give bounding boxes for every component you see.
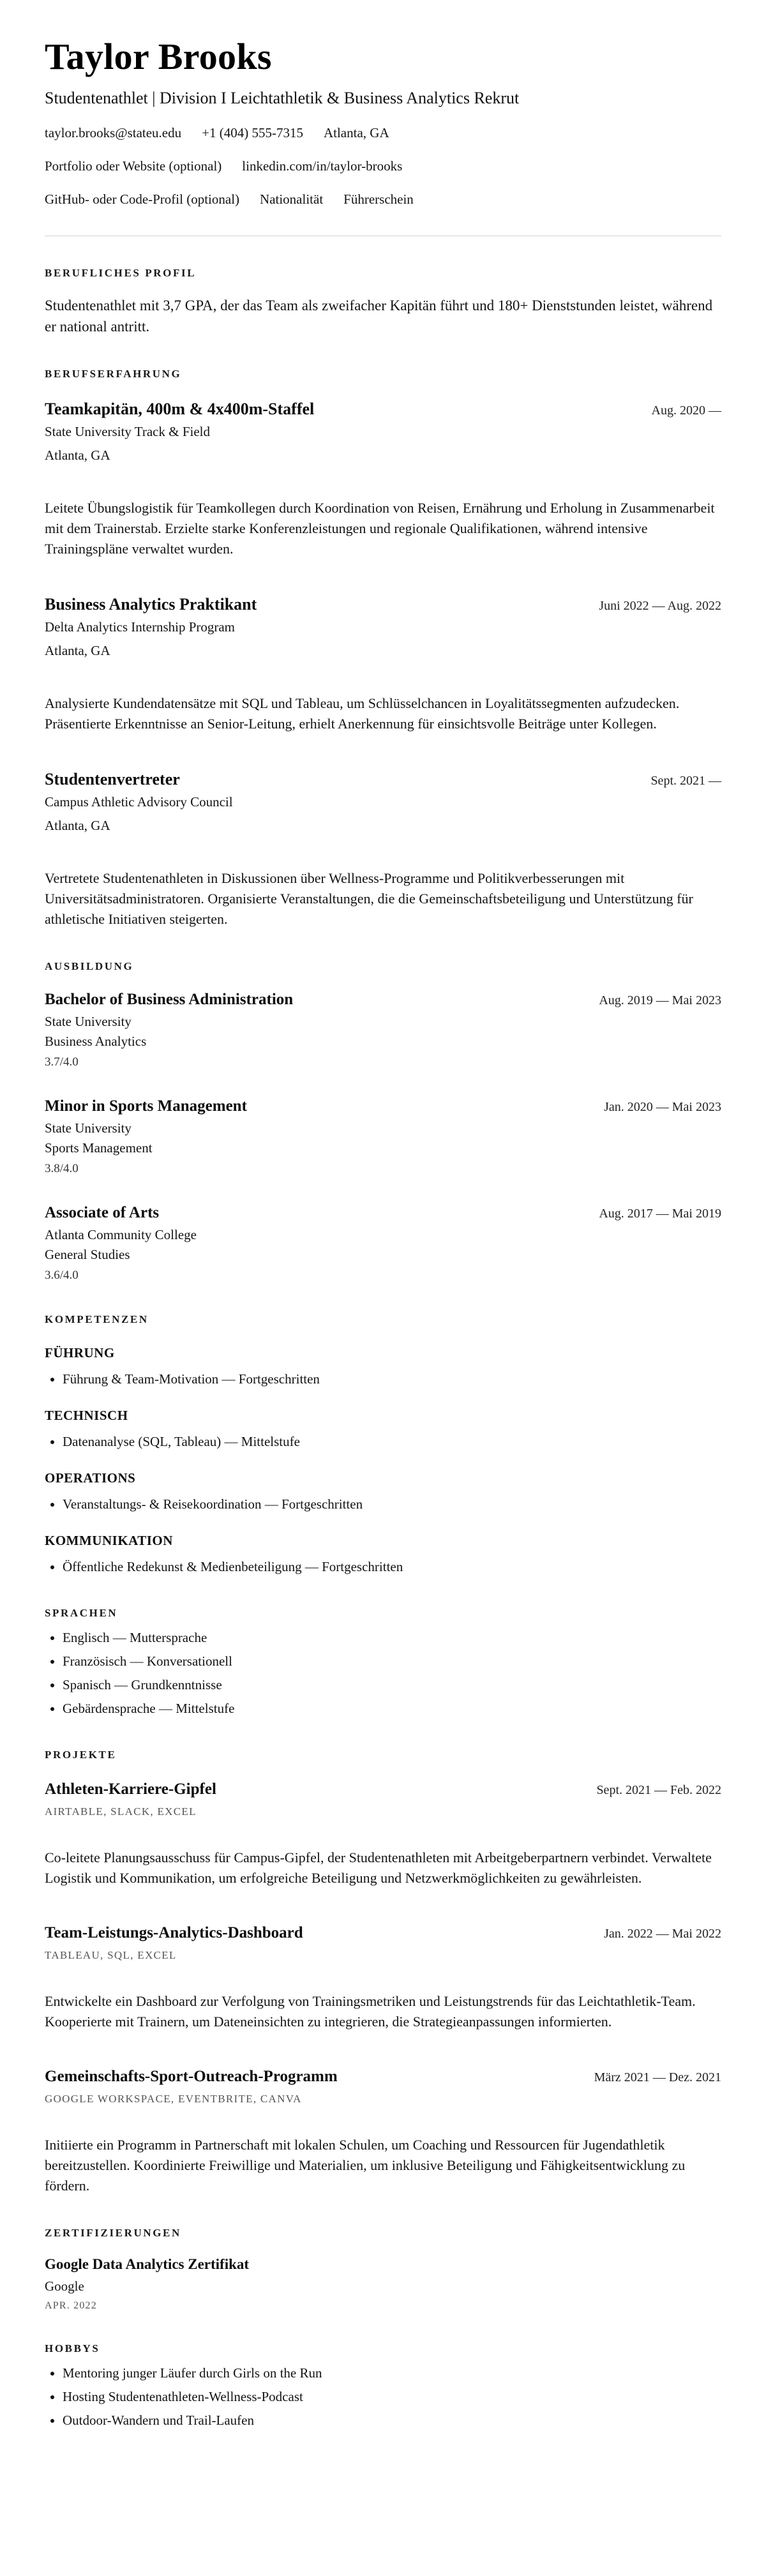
section-heading-skills: KOMPETENZEN bbox=[45, 1313, 149, 1325]
candidate-name: Taylor Brooks bbox=[45, 36, 272, 77]
education-item bbox=[45, 991, 721, 1069]
certification-title: Google Data Analytics Zertifikat bbox=[45, 2256, 250, 2272]
job-company: Campus Athletic Advisory Council bbox=[45, 794, 233, 810]
skill-group-technical bbox=[45, 1408, 721, 1451]
project-item bbox=[45, 1924, 721, 2032]
contact-phone: +1 (404) 555-7315 bbox=[202, 124, 303, 140]
experience-item-head bbox=[45, 595, 721, 614]
section-heading-certifications: ZERTIFIZIERUNGEN bbox=[45, 2226, 181, 2239]
contact-github: GitHub- oder Code-Profil (optional) bbox=[45, 191, 240, 207]
project-item-head bbox=[45, 1924, 721, 1942]
language-item: • Französisch — Konversationell bbox=[63, 1652, 721, 1671]
section-projects bbox=[45, 1749, 721, 2196]
language-item: • Gebärdensprache — Mittelstufe bbox=[63, 1699, 721, 1718]
gpa-value: 3.7/4.0 bbox=[45, 1055, 79, 1069]
skill-group-communication bbox=[45, 1533, 721, 1576]
gpa-value: 3.8/4.0 bbox=[45, 1161, 79, 1175]
section-heading-languages: SPRACHEN bbox=[45, 1606, 118, 1619]
project-dates: Jan. 2022 — Mai 2022 bbox=[604, 1926, 721, 1941]
project-title: Team-Leistungs-Analytics-Dashboard bbox=[45, 1924, 303, 1941]
skill-category: OPERATIONS bbox=[45, 1470, 136, 1486]
job-dates: Aug. 2020 — bbox=[651, 403, 721, 418]
project-description: Initiierte ein Programm in Partnerschaft mit lokalen Schulen, um Coaching und Ressourcen für Jugendathletik bereitzustellen. Koordinierte Freiwillige und Materialien, um inklusive Beteiligung und Fähigkeitsentwicklung zu fördern. bbox=[45, 2136, 686, 2194]
skill-list bbox=[45, 1369, 721, 1389]
project-item bbox=[45, 1781, 721, 1888]
section-certifications bbox=[45, 2227, 721, 2312]
job-location: Atlanta, GA bbox=[45, 817, 110, 833]
experience-item bbox=[45, 400, 721, 559]
project-description: Co-leitete Planungsausschuss für Campus-Gipfel, der Studentenathleten mit Arbeitgeberpartnern verbindet. Verwaltete Logistik und Kommunikation, um erfolgreiche Beteiligung und Netzwerkmöglichkeiten zu gewährleisten. bbox=[45, 1849, 712, 1886]
section-education bbox=[45, 960, 721, 1283]
job-location: Atlanta, GA bbox=[45, 447, 110, 463]
contact-license: Führerschein bbox=[343, 191, 414, 207]
section-hobbies bbox=[45, 2342, 721, 2430]
experience-item-head bbox=[45, 770, 721, 789]
skill-list bbox=[45, 1432, 721, 1451]
contact-website: Portfolio oder Website (optional) bbox=[45, 158, 222, 174]
education-item-head bbox=[45, 991, 721, 1009]
skill-item: • Öffentliche Redekunst & Medienbeteiligung — Fortgeschritten bbox=[63, 1557, 721, 1576]
profile-summary: Studentenathlet mit 3,7 GPA, der das Team als zweifacher Kapitän führt und 180+ Dienststunden leistet, während er national antritt. bbox=[45, 297, 713, 335]
school-name: State University bbox=[45, 1013, 131, 1029]
hobby-item: • Mentoring junger Läufer durch Girls on the Run bbox=[63, 2363, 721, 2383]
field-of-study: General Studies bbox=[45, 1246, 130, 1262]
job-description: Analysierte Kundendatensätze mit SQL und Tableau, um Schlüsselchancen in Loyalitätssegmenten aufzudecken. Präsentierte Erkenntnisse an Senior-Leitung, erhielt Anerkennung für einsichtsvolle Beiträge unter Kollegen. bbox=[45, 695, 680, 732]
project-item bbox=[45, 2068, 721, 2196]
hobby-item: • Hosting Studentenathleten-Wellness-Podcast bbox=[63, 2387, 721, 2406]
contact-row-web bbox=[45, 158, 721, 174]
contact-linkedin: linkedin.com/in/taylor-brooks bbox=[242, 158, 403, 174]
skill-list bbox=[45, 1557, 721, 1576]
contact-location: Atlanta, GA bbox=[323, 124, 389, 140]
section-heading-hobbies: HOBBYS bbox=[45, 2342, 100, 2354]
job-title: Studentenvertreter bbox=[45, 769, 180, 788]
job-description: Leitete Übungslogistik für Teamkollegen durch Koordination von Reisen, Ernährung und Erholung in Zusammenarbeit mit dem Trainerstab. Erzielte starke Konferenzleistungen und regionale Qualifikationen, während intensive Trainingspläne verwaltet wurden. bbox=[45, 499, 715, 557]
education-item bbox=[45, 1204, 721, 1283]
skill-category: KOMMUNIKATION bbox=[45, 1532, 173, 1548]
skill-item: • Datenanalyse (SQL, Tableau) — Mittelstufe bbox=[63, 1432, 721, 1451]
project-dates: März 2021 — Dez. 2021 bbox=[594, 2070, 721, 2084]
education-item-head bbox=[45, 1204, 721, 1222]
project-description: Entwickelte ein Dashboard zur Verfolgung von Trainingsmetriken und Leistungstrends für das Leichtathletik-Team. Kooperierte mit Trainern, um Dateneinsichten zu integrieren, die Strategieanpassungen informierten. bbox=[45, 1992, 696, 2030]
project-tools: TABLEAU, SQL, EXCEL bbox=[45, 1948, 177, 1961]
degree-title: Associate of Arts bbox=[45, 1203, 160, 1221]
contact-row-primary bbox=[45, 125, 721, 141]
experience-item bbox=[45, 770, 721, 930]
skill-list bbox=[45, 1495, 721, 1514]
section-heading-profile: BERUFLICHES PROFIL bbox=[45, 266, 197, 279]
job-company: Delta Analytics Internship Program bbox=[45, 619, 236, 635]
skill-item: • Veranstaltungs- & Reisekoordination — Fortgeschritten bbox=[63, 1495, 721, 1514]
language-item: • Spanisch — Grundkenntnisse bbox=[63, 1675, 721, 1694]
skill-group-leadership bbox=[45, 1345, 721, 1389]
contact-email: taylor.brooks@stateu.edu bbox=[45, 124, 182, 140]
project-tools: AIRTABLE, SLACK, EXCEL bbox=[45, 1805, 197, 1818]
section-heading-experience: BERUFSERFAHRUNG bbox=[45, 367, 182, 380]
section-profile bbox=[45, 267, 721, 337]
skill-category: TECHNISCH bbox=[45, 1407, 128, 1423]
project-item-head bbox=[45, 2068, 721, 2086]
certification-date: APR. 2022 bbox=[45, 2300, 97, 2311]
degree-title: Bachelor of Business Administration bbox=[45, 990, 294, 1008]
project-title: Athleten-Karriere-Gipfel bbox=[45, 1780, 216, 1798]
job-dates: Juni 2022 — Aug. 2022 bbox=[599, 598, 721, 613]
job-title: Teamkapitän, 400m & 4x400m-Staffel bbox=[45, 399, 315, 418]
section-heading-projects: PROJEKTE bbox=[45, 1748, 117, 1761]
degree-title: Minor in Sports Management bbox=[45, 1097, 247, 1115]
experience-item-head bbox=[45, 400, 721, 419]
section-heading-education: AUSBILDUNG bbox=[45, 960, 134, 972]
hobby-list bbox=[45, 2363, 721, 2430]
job-description: Vertretete Studentenathleten in Diskussionen über Wellness-Programme und Politikverbesserungen mit Universitätsadministratoren. Organisierte Veranstaltungen, die die Gemeinschaftsbeteiligung und Unterstützung für athletische Initiativen steigerten. bbox=[45, 870, 693, 927]
job-title: Business Analytics Praktikant bbox=[45, 594, 257, 614]
skill-group-operations bbox=[45, 1470, 721, 1514]
headline: Studentenathlet | Division I Leichtathletik & Business Analytics Rekrut bbox=[45, 88, 520, 107]
contact-row-extra bbox=[45, 192, 721, 207]
school-name: Atlanta Community College bbox=[45, 1226, 197, 1242]
certification-issuer: Google bbox=[45, 2278, 84, 2294]
field-of-study: Sports Management bbox=[45, 1140, 153, 1156]
job-location: Atlanta, GA bbox=[45, 642, 110, 658]
contact-nationality: Nationalität bbox=[260, 191, 324, 207]
education-dates: Aug. 2017 — Mai 2019 bbox=[599, 1206, 721, 1221]
experience-item bbox=[45, 595, 721, 734]
job-dates: Sept. 2021 — bbox=[650, 773, 721, 788]
project-title: Gemeinschafts-Sport-Outreach-Programm bbox=[45, 2067, 338, 2085]
section-experience bbox=[45, 368, 721, 930]
certification-item bbox=[45, 2256, 721, 2312]
education-item-head bbox=[45, 1097, 721, 1115]
job-company: State University Track & Field bbox=[45, 423, 210, 439]
hobby-item: • Outdoor-Wandern und Trail-Laufen bbox=[63, 2411, 721, 2430]
section-languages bbox=[45, 1607, 721, 1718]
skill-category: FÜHRUNG bbox=[45, 1344, 115, 1360]
field-of-study: Business Analytics bbox=[45, 1033, 147, 1049]
gpa-value: 3.6/4.0 bbox=[45, 1268, 79, 1282]
skill-item: • Führung & Team-Motivation — Fortgeschritten bbox=[63, 1369, 721, 1389]
language-item: • Englisch — Muttersprache bbox=[63, 1628, 721, 1647]
project-dates: Sept. 2021 — Feb. 2022 bbox=[596, 1782, 721, 1797]
education-dates: Aug. 2019 — Mai 2023 bbox=[599, 993, 721, 1007]
education-dates: Jan. 2020 — Mai 2023 bbox=[604, 1099, 721, 1114]
section-skills bbox=[45, 1313, 721, 1576]
school-name: State University bbox=[45, 1120, 131, 1136]
project-tools: GOOGLE WORKSPACE, EVENTBRITE, CANVA bbox=[45, 2092, 302, 2105]
project-item-head bbox=[45, 1781, 721, 1798]
education-item bbox=[45, 1097, 721, 1176]
language-list bbox=[45, 1628, 721, 1718]
